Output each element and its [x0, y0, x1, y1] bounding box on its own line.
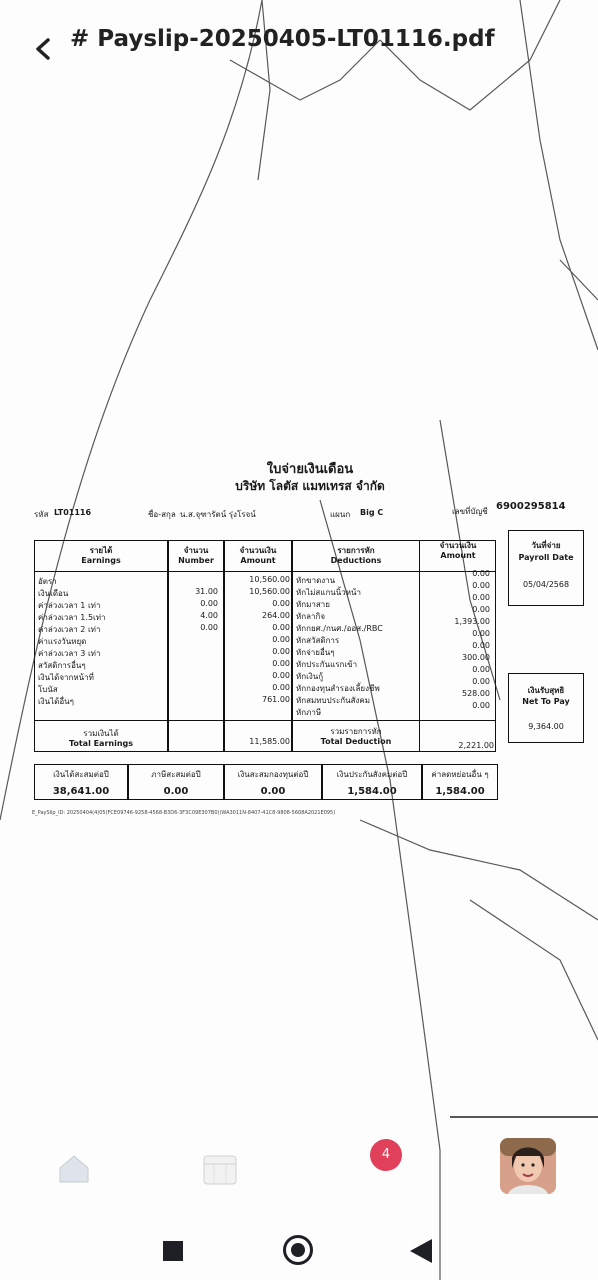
deduction-label: หักสวัสดิการ — [296, 636, 340, 645]
ytd-value: 38,641.00 — [52, 786, 110, 797]
net-label-en: Net To Pay — [522, 697, 570, 706]
earning-number: 0.00 — [200, 623, 218, 632]
deduction-label: หักจ่ายอื่นๆ — [296, 648, 335, 657]
earning-label: เงินได้อื่นๆ — [38, 697, 74, 706]
payslip-title: ใบจ่ายเงินเดือน — [266, 462, 354, 477]
emp-code-label: รหัส — [34, 510, 49, 519]
ytd-label: เงินประกันสังคมต่อปี — [336, 770, 408, 779]
total-deduction-en: Total Deduction — [320, 737, 392, 746]
col-damount-en: Amount — [440, 551, 476, 560]
earning-amount: 0.00 — [272, 671, 290, 680]
ytd-value: 0.00 — [163, 786, 189, 797]
earning-amount: 0.00 — [272, 647, 290, 656]
deduction-amount: 300.00 — [462, 653, 490, 662]
avatar-photo[interactable] — [500, 1138, 556, 1194]
earning-amount: 0.00 — [272, 659, 290, 668]
ytd-label: ภาษีสะสมต่อปี — [151, 770, 201, 779]
earning-number: 31.00 — [195, 587, 218, 596]
earning-label: สวัสดิการอื่นๆ — [38, 661, 86, 670]
ytd-label: ค่าลดหย่อนอื่น ๆ — [431, 770, 489, 779]
earning-label: โบนัส — [38, 685, 58, 694]
earning-amount: 0.00 — [272, 635, 290, 644]
total-earnings-en: Total Earnings — [68, 739, 134, 748]
name-label: ชื่อ-สกุล — [148, 510, 176, 519]
deduction-label: หักเงินกู้ — [296, 672, 324, 681]
earning-label: ค่าล่วงเวลา 3 เท่า — [38, 649, 101, 658]
deduction-label: หักลากิจ — [296, 612, 326, 621]
paydate-en: Payroll Date — [518, 553, 574, 562]
net-pay-box — [508, 673, 584, 743]
earning-amount: 0.00 — [272, 623, 290, 632]
deduction-label: หักมาสาย — [296, 600, 330, 609]
col-number-en: Number — [178, 556, 214, 565]
total-earnings-value: 11,585.00 — [249, 737, 290, 746]
total-deduction-th: รวมรายการหัก — [330, 727, 382, 736]
earning-amount: 761.00 — [262, 695, 290, 704]
deduction-amount: 0.00 — [472, 641, 490, 650]
col-deductions-th: รายการหัก — [337, 546, 375, 555]
deduction-label: หักสมทบประกันสังคม — [296, 696, 371, 705]
deduction-label: หักภาษี — [296, 708, 322, 717]
chevron-left-icon[interactable] — [30, 34, 56, 64]
calendar-icon[interactable] — [200, 1150, 240, 1188]
deduction-amount: 0.00 — [472, 677, 490, 686]
col-amount-en: Amount — [240, 556, 276, 565]
app-header — [0, 0, 598, 90]
document-title: # Payslip-20250405-LT01116.pdf — [70, 26, 495, 52]
earning-amount: 10,560.00 — [249, 575, 290, 584]
deduction-amount: 0.00 — [472, 701, 490, 710]
col-deductions-en: Deductions — [330, 556, 382, 565]
deduction-amount: 0.00 — [472, 665, 490, 674]
deduction-label: หักกยศ./กนศ./ออส./RBC — [296, 624, 383, 633]
home-icon[interactable] — [56, 1150, 92, 1186]
ytd-label: เงินได้สะสมต่อปี — [53, 770, 109, 779]
earning-number: 0.00 — [200, 599, 218, 608]
taskbar — [0, 1120, 598, 1210]
net-value: 9,364.00 — [528, 722, 564, 731]
earning-number: 4.00 — [200, 611, 218, 620]
ytd-value: 1,584.00 — [435, 786, 485, 797]
payroll-date-box — [508, 530, 584, 606]
earning-amount: 0.00 — [272, 599, 290, 608]
total-deduction-value: 2,221.00 — [458, 741, 494, 750]
deduction-amount: 0.00 — [472, 593, 490, 602]
net-label-th: เงินรับสุทธิ — [527, 686, 565, 695]
notification-badge[interactable]: 4 — [370, 1139, 402, 1171]
ytd-value: 0.00 — [260, 786, 286, 797]
employee-name: น.ส.จุฑารัตน์ รุ่งโรจน์ — [180, 510, 256, 519]
earning-label: ค่าแรงวันหยุด — [38, 637, 87, 646]
account-label: เลขที่บัญชี — [452, 507, 488, 516]
total-earnings-th: รวมเงินได้ — [83, 729, 119, 738]
col-earnings-th: รายได้ — [89, 546, 113, 555]
emp-code: LT01116 — [54, 508, 92, 517]
earning-amount: 0.00 — [272, 683, 290, 692]
ytd-value: 1,584.00 — [347, 786, 397, 797]
deduction-amount: 0.00 — [472, 581, 490, 590]
earning-label: เงินได้จากหน้าที่ — [38, 673, 94, 682]
earning-label: อัตรา — [38, 577, 57, 586]
deduction-label: หักกองทุนสำรองเลี้ยงชีพ — [296, 684, 380, 693]
earning-amount: 10,560.00 — [249, 587, 290, 596]
col-damount-th: จำนวนเงิน — [439, 541, 477, 550]
deduction-amount: 528.00 — [462, 689, 490, 698]
col-number-th: จำนวน — [183, 546, 209, 555]
account-number: 6900295814 — [496, 501, 566, 512]
company-name: บริษัท โลตัส แมทเทรส จำกัด — [235, 479, 385, 493]
earning-label: เงินเดือน — [38, 589, 69, 598]
col-amount-th: จำนวนเงิน — [239, 546, 277, 555]
back-button[interactable] — [408, 1237, 434, 1265]
system-nav-bar — [0, 1210, 598, 1280]
deduction-amount: 1,393.00 — [454, 617, 490, 626]
earning-label: ค่าล่วงเวลา 2 เท่า — [38, 625, 101, 634]
recent-apps-button[interactable] — [163, 1241, 183, 1261]
payslip-document — [30, 455, 590, 825]
deduction-label: หักไม่สแกนนิ้วหน้า — [296, 588, 361, 597]
deduction-amount: 0.00 — [472, 605, 490, 614]
dept-label: แผนก — [330, 510, 351, 519]
home-button[interactable] — [283, 1235, 313, 1265]
earning-amount: 264.00 — [262, 611, 290, 620]
dept-value: Big C — [360, 508, 384, 517]
earning-label: ค่าล่วงเวลา 1.5เท่า — [38, 613, 106, 622]
deduction-amount: 0.00 — [472, 629, 490, 638]
footer-ref: E_PaySlip_ID: 20250404(4)05(FCE09746-9258-4568-B3D6-3F3C09E307B0)(WA3011N-8407-41C8-9808-5608A2021E095) — [32, 810, 336, 816]
deduction-label: หักขาดงาน — [296, 576, 336, 585]
col-earnings-en: Earnings — [81, 556, 121, 565]
deduction-label: หักประกันแรกเข้า — [296, 660, 358, 669]
deduction-amount: 0.00 — [472, 569, 490, 578]
earning-label: ค่าล่วงเวลา 1 เท่า — [38, 601, 101, 610]
paydate-value: 05/04/2568 — [522, 580, 570, 589]
paydate-th: วันที่จ่าย — [531, 541, 561, 550]
ytd-label: เงินสะสมกองทุนต่อปี — [237, 770, 309, 779]
